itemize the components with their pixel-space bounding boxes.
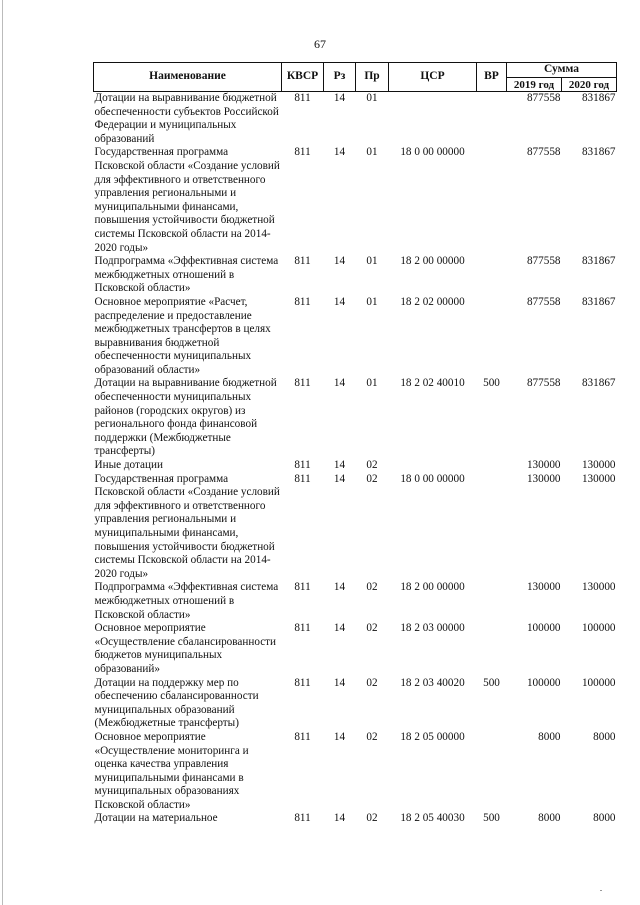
row-sum-2020: 100000 (581, 676, 616, 689)
row-kvsr: 811 (294, 146, 311, 159)
row-kvsr: 811 (294, 255, 311, 268)
row-kvsr: 811 (294, 812, 311, 825)
row-csr: 18 2 02 00000 (400, 295, 465, 308)
header-2020: 2020 год (562, 78, 617, 92)
row-csr: 18 2 05 00000 (400, 730, 465, 743)
table-row (94, 677, 617, 731)
header-rz: Рз (324, 63, 356, 92)
row-sum-2020: 831867 (581, 295, 616, 308)
row-sum-2019: 877558 (526, 92, 561, 104)
row-sum-2020: 100000 (581, 622, 616, 635)
row-rz: 14 (333, 581, 346, 594)
row-rz: 14 (333, 459, 346, 472)
table-row (94, 146, 617, 255)
row-csr: 18 2 03 40020 (400, 676, 465, 689)
row-vr (477, 296, 507, 378)
row-sum-2020: 831867 (581, 377, 616, 390)
row-rz: 14 (333, 377, 346, 390)
row-kvsr: 811 (294, 295, 311, 308)
row-pr: 02 (366, 812, 378, 825)
table-row (94, 731, 617, 813)
table-row (94, 92, 617, 147)
row-sum-2020: 8000 (593, 730, 616, 743)
row-pr: 01 (366, 255, 378, 268)
row-rz: 14 (333, 472, 346, 485)
table-row (94, 459, 617, 473)
row-pr: 01 (366, 377, 378, 390)
budget-table (93, 62, 617, 826)
row-name: Дотации на выравнивание бюджетной обеспеченности муниципальных районов (городских округов) из регионального фонда финансовой поддержки (Межбюджетные трансферты) (94, 377, 277, 458)
row-sum-2019: 8000 (538, 812, 561, 825)
row-rz: 14 (333, 676, 346, 689)
table-row (94, 296, 617, 378)
row-pr: 02 (366, 676, 378, 689)
header-name: Наименование (94, 63, 282, 92)
row-rz: 14 (333, 255, 346, 268)
header-row (94, 63, 617, 78)
row-name: Дотации на выравнивание бюджетной обеспеченности субъектов Российской Федерации и муниципальных образований (94, 92, 279, 145)
row-name: Иные дотации (94, 459, 163, 472)
page-number: 67 (314, 37, 326, 51)
header-kvsr: КВСР (282, 63, 324, 92)
row-sum-2020: 130000 (581, 459, 616, 472)
row-vr: 500 (483, 377, 500, 390)
row-rz: 14 (333, 730, 346, 743)
row-kvsr: 811 (294, 92, 311, 104)
row-name: Основное мероприятие «Осуществление мониторинга и оценка качества управления муниципальными финансами в муниципальных образованиях Псковской области» (94, 730, 249, 811)
row-csr: 18 2 03 00000 (400, 622, 465, 635)
row-pr: 02 (366, 472, 378, 485)
row-sum-2019: 130000 (526, 581, 561, 594)
header-pr: Пр (356, 63, 389, 92)
row-sum-2019: 877558 (526, 255, 561, 268)
row-pr: 01 (366, 146, 378, 159)
table-row (94, 622, 617, 676)
table-row (94, 581, 617, 622)
row-vr (477, 622, 507, 676)
row-kvsr: 811 (294, 472, 311, 485)
row-pr: 02 (366, 730, 378, 743)
row-vr (477, 731, 507, 813)
row-sum-2020: 130000 (581, 581, 616, 594)
row-sum-2019: 877558 (526, 295, 561, 308)
row-kvsr: 811 (294, 459, 311, 472)
header-vr: ВР (477, 63, 507, 92)
row-vr (477, 146, 507, 255)
row-name: Подпрограмма «Эффективная система межбюджетных отношений в Псковской области» (94, 255, 279, 295)
row-csr: 18 2 02 40010 (400, 377, 465, 390)
table-row (94, 812, 617, 826)
row-name: Подпрограмма «Эффективная система межбюджетных отношений в Псковской области» (94, 581, 279, 621)
row-sum-2019: 100000 (526, 676, 561, 689)
row-name: Дотации на поддержку мер по обеспечению сбалансированности муниципальных образований (Межбюджетные трансферты) (94, 676, 259, 730)
row-vr (477, 473, 507, 582)
row-kvsr: 811 (294, 730, 311, 743)
row-pr: 02 (366, 581, 378, 594)
row-kvsr: 811 (294, 676, 311, 689)
row-sum-2020: 8000 (593, 812, 616, 825)
row-sum-2019: 130000 (526, 459, 561, 472)
row-name: Государственная программа Псковской области «Создание условий для эффективного и ответственного управления региональными и муниципальными финансами, повышения устойчивости бюджетной системы Псковской области на 2014-2020 годы» (94, 146, 280, 254)
row-sum-2019: 8000 (538, 730, 561, 743)
row-vr (477, 459, 507, 473)
row-rz: 14 (333, 295, 346, 308)
row-csr (389, 459, 477, 473)
row-rz: 14 (333, 92, 346, 104)
row-sum-2019: 130000 (526, 472, 561, 485)
row-csr: 18 2 00 00000 (400, 581, 465, 594)
row-csr: 18 0 00 00000 (400, 146, 465, 159)
row-sum-2020: 130000 (581, 472, 616, 485)
row-name: Основное мероприятие «Расчет, распределение и предоставление межбюджетных трансфертов в целях выравнивания бюджетной обеспеченности муниципальных образований области» (94, 295, 271, 376)
row-sum-2020: 831867 (581, 146, 616, 159)
row-vr: 500 (483, 812, 500, 825)
row-name: Государственная программа Псковской области «Создание условий для эффективного и ответственного управления региональными и муниципальными финансами, повышения устойчивости бюджетной системы Псковской области на 2014-2020 годы» (94, 472, 280, 580)
row-rz: 14 (333, 146, 346, 159)
row-vr (477, 255, 507, 296)
table-row (94, 255, 617, 296)
row-pr: 02 (366, 622, 378, 635)
row-sum-2019: 100000 (526, 622, 561, 635)
row-name: Основное мероприятие «Осуществление сбалансированности бюджетов муниципальных образований» (94, 622, 277, 675)
row-sum-2020: 831867 (581, 255, 616, 268)
header-sum: Сумма (507, 63, 617, 78)
row-sum-2019: 877558 (526, 377, 561, 390)
header-csr: ЦСР (389, 63, 477, 92)
row-sum-2020: 831867 (581, 92, 616, 104)
row-kvsr: 811 (294, 622, 311, 635)
row-rz: 14 (333, 622, 346, 635)
row-csr (389, 92, 477, 147)
row-vr: 500 (483, 676, 500, 689)
scan-mark (600, 890, 602, 891)
row-name: Дотации на материальное (94, 812, 218, 825)
row-kvsr: 811 (294, 377, 311, 390)
row-kvsr: 811 (294, 581, 311, 594)
table-row (94, 473, 617, 582)
row-csr: 18 0 00 00000 (400, 472, 465, 485)
row-pr: 02 (366, 459, 378, 472)
row-sum-2019: 877558 (526, 146, 561, 159)
row-csr: 18 2 00 00000 (400, 255, 465, 268)
scan-edge-line (2, 0, 3, 905)
row-rz: 14 (333, 812, 346, 825)
row-pr: 01 (366, 295, 378, 308)
header-2019: 2019 год (507, 78, 562, 92)
row-csr: 18 2 05 40030 (400, 812, 465, 825)
row-vr (477, 581, 507, 622)
row-vr (477, 92, 507, 147)
table-row (94, 377, 617, 459)
row-pr: 01 (366, 92, 378, 104)
